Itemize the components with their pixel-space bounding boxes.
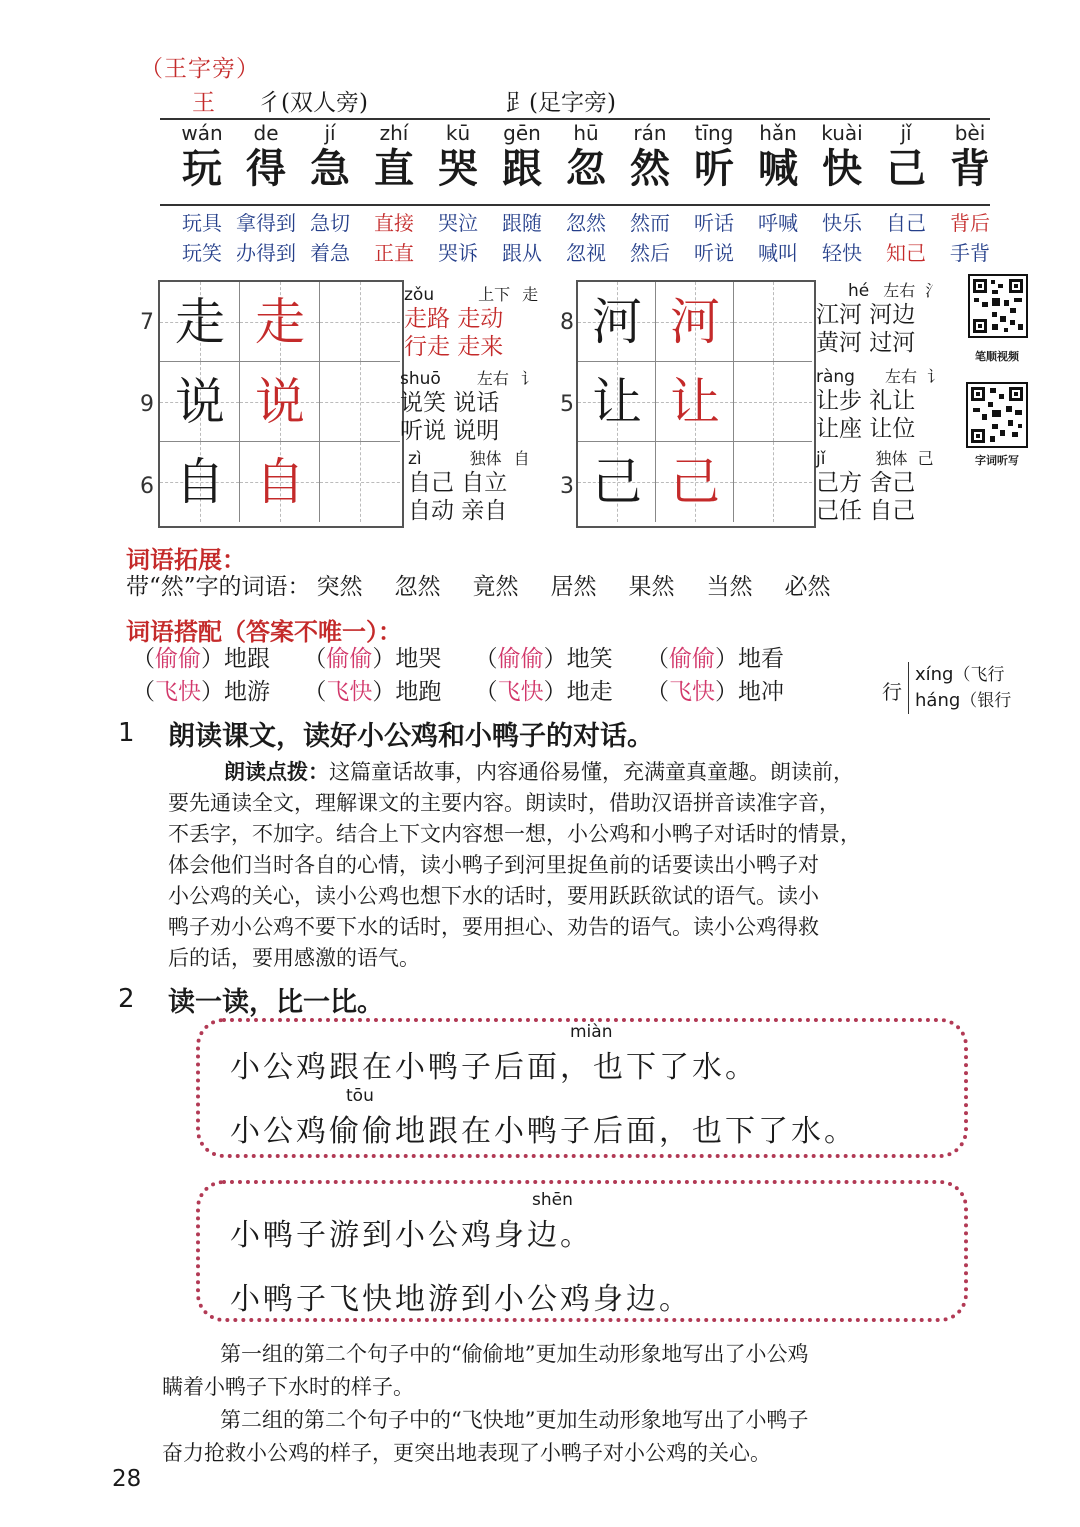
char-9: hǎn 喊: [758, 121, 798, 192]
grid-char-red: 河: [670, 293, 720, 351]
radical-shuangren: 彳(双人旁): [258, 90, 368, 116]
stroke-count-ji: 3: [560, 474, 574, 499]
qr-caption-dictation: 字词听写: [975, 454, 1019, 467]
grid-char: 己: [592, 453, 642, 511]
grid-char-red: 走: [255, 293, 305, 351]
stroke-count-shuo: 9: [140, 392, 154, 417]
char-0: wán 玩: [181, 121, 223, 192]
stroke-count-zi: 6: [140, 474, 154, 499]
words-row-1: 玩具 拿得到 急切 直接 哭泣 跟随 忽然 然而 听话 呼喊 快乐 自己 背后: [182, 211, 990, 235]
word-extension-title: 词语拓展：: [126, 545, 246, 574]
word-matching-title: 词语搭配（答案不唯一）：: [126, 617, 402, 646]
words-row-2: 玩笑 办得到 着急 正直 哭诉 跟从 忽视 然后 听说 喊叫 轻快 知己 手背: [182, 241, 990, 265]
reading-tips: 朗读点拨：这篇童话故事，内容通俗易懂，充满童真童趣。朗读前， 要先通读全文，理解课文的主要内容。朗读时，借助汉语拼音读准字音， 不丢字，不加字。结合上下文内容想一想，小公鸡和小鸭子对话时的情景， 体会他们当时各自的心情，读小鸭子到河里捉鱼前的话要读出小鸭子对 小公鸡的关心，读小公鸡也想下水的话时，要用跃跃欲试的语气。读小 鸭子劝小公鸡不要下水的话时，要用担心、劝告的语气。读小公鸡得救 后的话，要用感激的语气。: [168, 759, 861, 970]
radical-wang: 王: [192, 90, 215, 116]
matching-row-1: （偷偷）地跟 （偷偷）地哭 （偷偷）地笑 （偷偷）地看: [132, 646, 784, 672]
pinyin-shen: shēn: [532, 1190, 573, 1210]
writing-grid-right: [576, 280, 816, 528]
matching-row-2: （飞快）地游 （飞快）地跑 （飞快）地走 （飞快）地冲: [132, 679, 784, 705]
char-2: jí 急: [310, 121, 350, 192]
grid-char: 河: [592, 293, 642, 351]
grid-char: 让: [592, 373, 642, 431]
reading-tips-label: 朗读点拨：: [224, 759, 329, 784]
stroke-count-rang: 5: [560, 392, 574, 417]
grid-char-red: 说: [255, 373, 305, 431]
question-1-number: 1: [118, 718, 135, 748]
pinyin-tou: tōu: [346, 1086, 374, 1106]
char-6: hū 忽: [566, 121, 606, 192]
page-number: 28: [112, 1466, 142, 1492]
sentence-2a: 小鸭子游到小公鸡身边。: [230, 1218, 593, 1253]
char-7: rán 然: [630, 121, 670, 192]
char-4: kū 哭: [438, 121, 478, 192]
char-12: bèi 背: [950, 121, 990, 192]
new-characters-row: [160, 120, 990, 200]
grid-char: 说: [175, 373, 225, 431]
sentence-1a: 小公鸡跟在小鸭子后面，也下了水。: [230, 1050, 758, 1085]
char-1: de 得: [246, 121, 286, 192]
radical-title: （王字旁）: [140, 56, 260, 82]
polyphone-char: 行: [882, 680, 902, 704]
info-ji: jǐ 独体 己 己方 舍己 己任 自己: [816, 449, 934, 524]
char-5: gēn 跟: [502, 121, 542, 192]
info-rang: ràng 左右 讠 让步 礼让 让座 让位: [816, 367, 944, 442]
char-3: zhí 直: [374, 121, 414, 192]
char-11: jǐ 己: [886, 121, 926, 192]
sentence-1b: 小公鸡偷偷地跟在小鸭子后面，也下了水。: [230, 1114, 857, 1149]
info-zi: zì 独体 自 自己 自立 自动 亲自: [408, 449, 530, 524]
question-2-number: 2: [118, 984, 135, 1014]
info-shuo: shuō 左右 讠 说笑 说话 听说 说明: [400, 369, 537, 444]
pinyin-mian: miàn: [570, 1022, 613, 1042]
question-2-text: 读一读，比一比。: [168, 987, 384, 1018]
radical-zu: 𧾷(足字旁): [506, 90, 616, 116]
grid-char: 自: [175, 453, 225, 511]
char-8: tīng 听: [694, 121, 734, 192]
grid-char-red: 自: [255, 453, 305, 511]
grid-char-red: 让: [670, 373, 720, 431]
grid-char: 走: [175, 293, 225, 351]
qr-code-icon[interactable]: [966, 382, 1028, 448]
info-he: hé 左右 氵 江河 河边 黄河 过河: [816, 281, 942, 356]
question-1-text: 朗读课文，读好小公鸡和小鸭子的对话。: [168, 721, 654, 752]
mid-rule: [160, 204, 990, 206]
info-zou: zǒu 上下 走 走路 走动 行走 走来: [404, 285, 539, 360]
qr-code-icon[interactable]: [968, 274, 1028, 338]
qr-caption-stroke-video: 笔顺视频: [975, 350, 1019, 363]
writing-grid-left: [158, 280, 404, 528]
word-extension-line: 带“然”字的词语： 突然 忽然 竟然 居然 果然 当然 必然: [126, 574, 831, 600]
grid-char-red: 己: [670, 453, 720, 511]
polyphone-readings: xíng（飞行 háng（银行: [908, 662, 1011, 714]
sentence-2b: 小鸭子飞快地游到小公鸡身边。: [230, 1282, 692, 1317]
stroke-count-he: 8: [560, 310, 574, 335]
char-10: kuài 快: [821, 121, 863, 192]
comparison-notes: 第一组的第二个句子中的“偷偷地”更加生动形象地写出了小公鸡 瞒着小鸭子下水时的样子。 第二组的第二个句子中的“飞快地”更加生动形象地写出了小鸭子 奋力抢救小公鸡的样子，更突出地表现了小鸭子对小公鸡的关心。: [162, 1342, 809, 1465]
stroke-count-zou: 7: [140, 310, 154, 335]
